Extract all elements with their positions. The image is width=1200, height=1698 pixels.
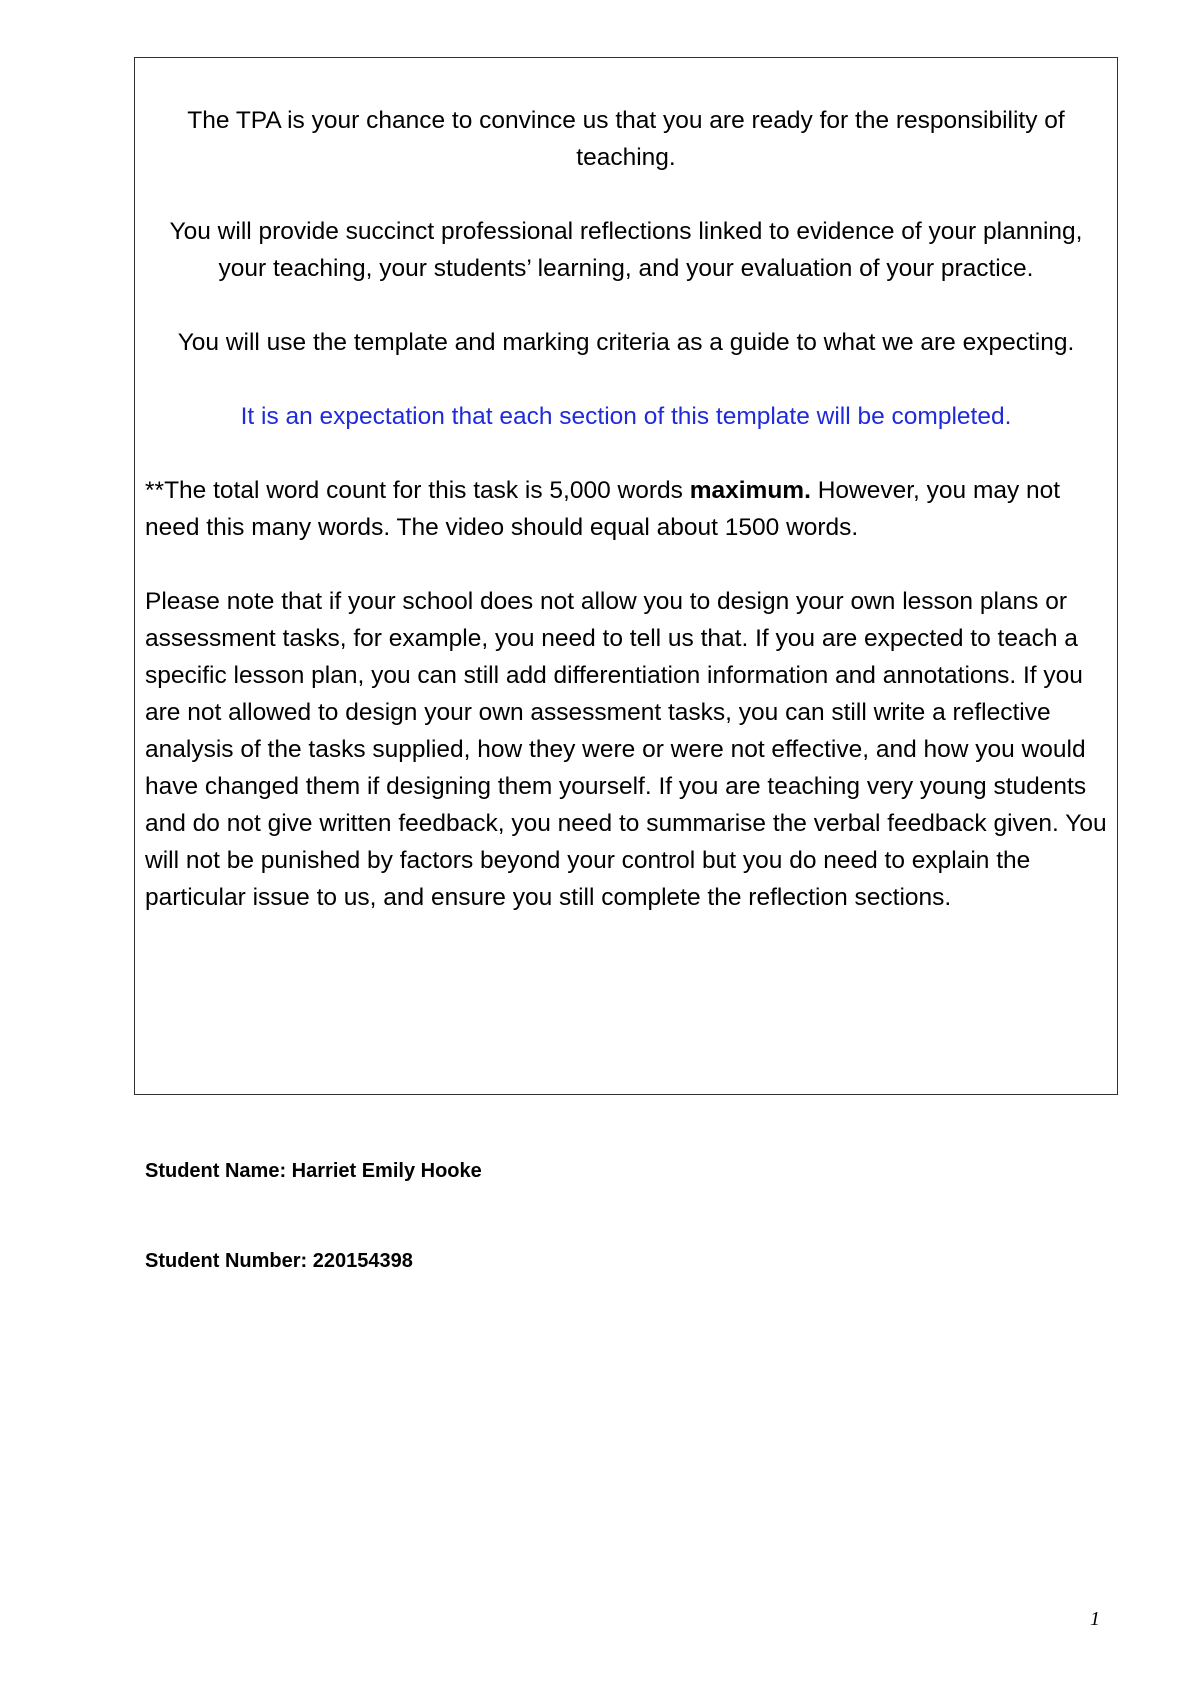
word-count-text-end: However, you may not need this many words. The video should equal about 1500 words. (145, 477, 1061, 541)
student-name: Student Name: Harriet Emily Hooke (145, 1160, 482, 1182)
student-number: Student Number: 220154398 (145, 1250, 413, 1272)
template-guide-paragraph: You will use the template and marking criteria as a guide to what we are expecting. (177, 329, 1075, 356)
word-count-paragraph (145, 472, 1107, 546)
word-count-text-start: **The total word count for this task is 5,000 words (145, 477, 690, 504)
expectation-notice: It is an expectation that each section of this template will be completed. (240, 403, 1012, 430)
intro-paragraph: The TPA is your chance to convince us that you are ready for the responsibility of teaching. (187, 107, 1065, 171)
school-restrictions-paragraph: Please note that if your school does not allow you to design your own lesson plans or assessment tasks, for example, you need to tell us that. If you are expected to teach a specific lesson plan, you can still add differentiation information and annotations. If you are not allowed to design your own assessment tasks, you can still write a reflective analysis of the tasks supplied, how they were or were not effective, and how you would have changed them if designing them yourself. If you are teaching very young students and do not give written feedback, you need to summarise the verbal feedback given. You will not be punished by factors beyond your control but you do need to explain the particular issue to us, and ensure you still complete the reflection sections. (145, 588, 1107, 911)
reflections-paragraph: You will provide succinct professional reflections linked to evidence of your planning, your teaching, your students’ learning, and your evaluation of your practice. (169, 218, 1083, 282)
instructions-box (134, 57, 1118, 1095)
page-number: 1 (1090, 1608, 1100, 1630)
word-count-maximum: maximum. (689, 477, 811, 504)
